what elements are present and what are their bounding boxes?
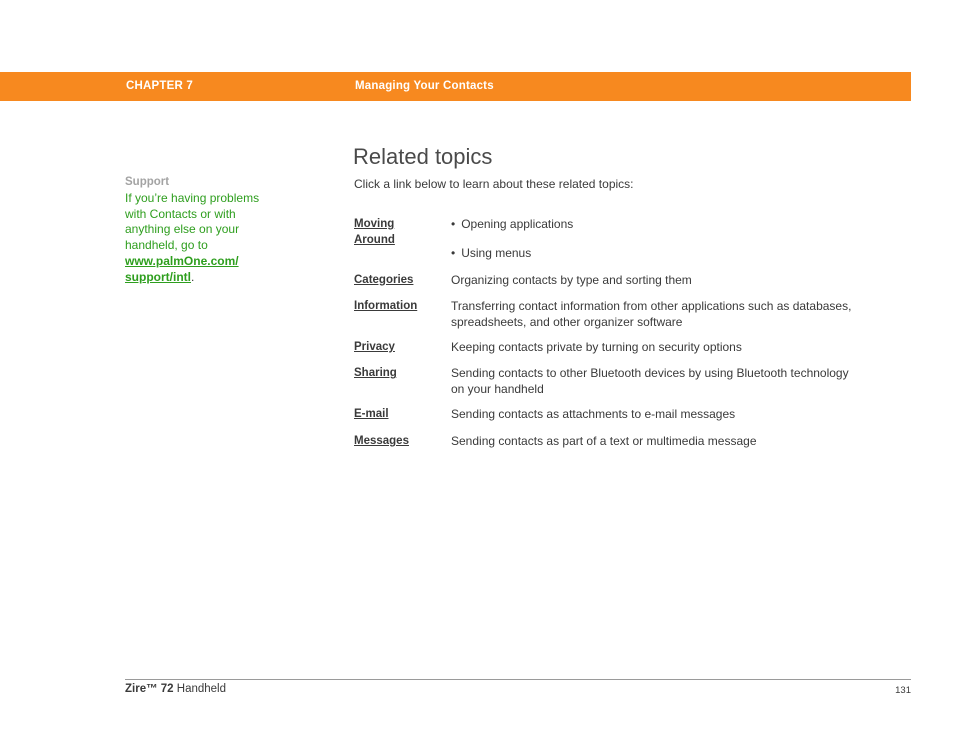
topic-description — [451, 366, 896, 397]
description-line: Sending contacts to other Bluetooth devices by using Bluetooth technology — [451, 366, 849, 380]
bullet-text: • Opening applications — [451, 217, 573, 231]
topic-link-moving-around[interactable] — [354, 217, 434, 248]
topic-link-email[interactable]: E-mail — [354, 408, 389, 420]
support-url-link[interactable]: www.palmOne.com/ — [125, 253, 239, 268]
topic-bullet-item — [451, 217, 896, 233]
bullet-text: • Using menus — [451, 246, 531, 260]
topic-link-categories[interactable]: Categories — [354, 274, 414, 286]
description-line: Transferring contact information from other applications such as databases, — [451, 299, 852, 313]
topic-link-privacy[interactable]: Privacy — [354, 341, 395, 353]
topic-link-label[interactable]: Moving — [354, 218, 395, 230]
topic-description: Keeping contacts private by turning on security options — [451, 340, 742, 354]
product-suffix: Handheld — [173, 683, 227, 695]
sidebar-text-line: handheld, go to — [125, 238, 208, 253]
topic-link-label[interactable]: Around — [354, 233, 395, 246]
description-line: spreadsheets, and other organizer software — [451, 314, 683, 329]
topic-link-sharing[interactable]: Sharing — [354, 367, 397, 379]
topic-bullet-item — [451, 246, 896, 262]
topic-description: Sending contacts as part of a text or multimedia message — [451, 434, 757, 448]
support-url-link-continued[interactable]: support/intl — [125, 269, 191, 284]
sidebar-text-line: anything else on your — [125, 222, 240, 237]
topic-link-information[interactable]: Information — [354, 300, 418, 312]
sidebar-period: . — [191, 269, 195, 284]
topic-description: Sending contacts as attachments to e-mail messages — [451, 407, 736, 421]
page-number: 131 — [895, 685, 911, 696]
sidebar-text-line: with Contacts or with — [125, 206, 236, 221]
description-line: on your handheld — [451, 381, 544, 396]
topic-link-messages[interactable]: Messages — [354, 435, 409, 447]
footer-product — [125, 683, 226, 695]
sidebar-heading: Support — [125, 176, 170, 188]
support-sidebar — [125, 175, 285, 286]
chapter-title: Managing Your Contacts — [355, 80, 494, 92]
chapter-label: CHAPTER 7 — [126, 80, 193, 92]
topic-description — [451, 299, 896, 330]
sidebar-text-line: If you’re having problems — [125, 190, 260, 205]
intro-text: Click a link below to learn about these related topics: — [354, 177, 634, 191]
page-title: Related topics — [353, 144, 493, 169]
product-name: Zire™ 72 — [125, 683, 174, 695]
topic-description: Organizing contacts by type and sorting them — [451, 273, 692, 287]
footer-divider — [125, 679, 911, 680]
